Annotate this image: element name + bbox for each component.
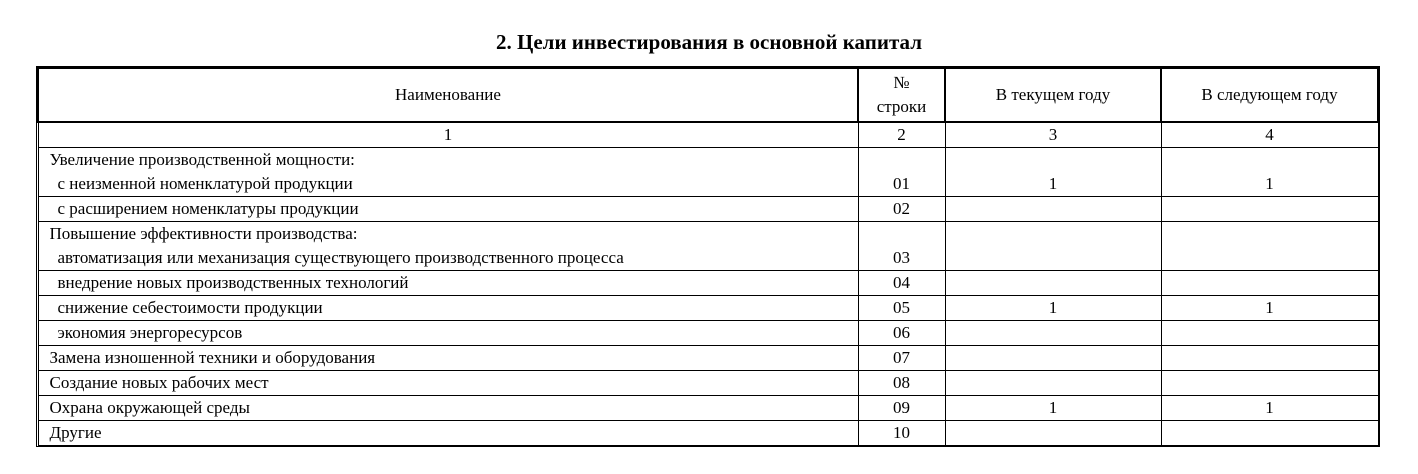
value-current-year [945,346,1161,371]
row-code: 02 [858,197,945,222]
row-label: автоматизация или механизация существующего производственного процесса [57,248,624,267]
value-next-year: 1 [1161,396,1378,421]
value-current-year: 1 [945,396,1161,421]
value-current-year [945,371,1161,396]
row-label: Охрана окружающей среды [49,398,250,417]
table-row [38,421,1378,446]
header-next-year: В следующем году [1161,68,1378,122]
value-next-year [1161,346,1378,371]
value-current-year [945,222,1161,271]
row-name [38,296,858,321]
header-current-year: В текущем году [945,68,1161,122]
row-code: 10 [858,421,945,446]
column-number: 4 [1161,122,1378,148]
table-row [38,321,1378,346]
row-name [38,321,858,346]
value-current-year: 1 [945,148,1161,197]
row-label: внедрение новых производственных технологий [57,273,409,292]
row-label: Замена изношенной техники и оборудования [49,348,376,367]
row-name [38,271,858,296]
row-code: 05 [858,296,945,321]
table-header-row [38,68,1378,122]
investment-goals-table [37,67,1379,446]
value-current-year [945,271,1161,296]
value-next-year [1161,421,1378,446]
value-next-year: 1 [1161,148,1378,197]
column-numbers-row [38,122,1378,148]
value-current-year [945,321,1161,346]
row-name [38,222,858,271]
value-current-year [945,421,1161,446]
row-name [38,148,858,197]
table-row [38,222,1378,271]
row-code: 08 [858,371,945,396]
row-label: Создание новых рабочих мест [49,373,269,392]
group-heading: Повышение эффективности производства: [49,224,358,243]
page-title: 2. Цели инвестирования в основной капитал [496,30,922,54]
group-heading: Увеличение производственной мощности: [49,150,355,169]
value-current-year [945,197,1161,222]
column-number: 3 [945,122,1161,148]
row-code: 04 [858,271,945,296]
table-row [38,148,1378,197]
row-code: 06 [858,321,945,346]
header-row-number-symbol: № [893,73,910,92]
row-name [38,346,858,371]
row-code: 03 [858,222,945,271]
header-row-number-label: строки [876,97,927,116]
value-next-year [1161,271,1378,296]
table-row [38,396,1378,421]
table-row [38,197,1378,222]
row-name [38,197,858,222]
row-code: 09 [858,396,945,421]
row-label: с неизменной номенклатурой продукции [57,174,353,193]
column-number: 2 [858,122,945,148]
value-next-year [1161,197,1378,222]
header-name: Наименование [38,68,858,122]
row-label: снижение себестоимости продукции [57,298,323,317]
value-next-year [1161,321,1378,346]
row-label: экономия энергоресурсов [57,323,243,342]
table-row [38,346,1378,371]
row-name [38,421,858,446]
column-number: 1 [38,122,858,148]
row-name [38,371,858,396]
table-row [38,271,1378,296]
row-code: 07 [858,346,945,371]
value-current-year: 1 [945,296,1161,321]
row-name [38,396,858,421]
value-next-year [1161,222,1378,271]
table-row [38,296,1378,321]
table-row [38,371,1378,396]
value-next-year: 1 [1161,296,1378,321]
row-label: Другие [49,423,102,442]
value-next-year [1161,371,1378,396]
row-code: 01 [858,148,945,197]
row-label: с расширением номенклатуры продукции [57,199,359,218]
header-row-number [858,68,945,122]
